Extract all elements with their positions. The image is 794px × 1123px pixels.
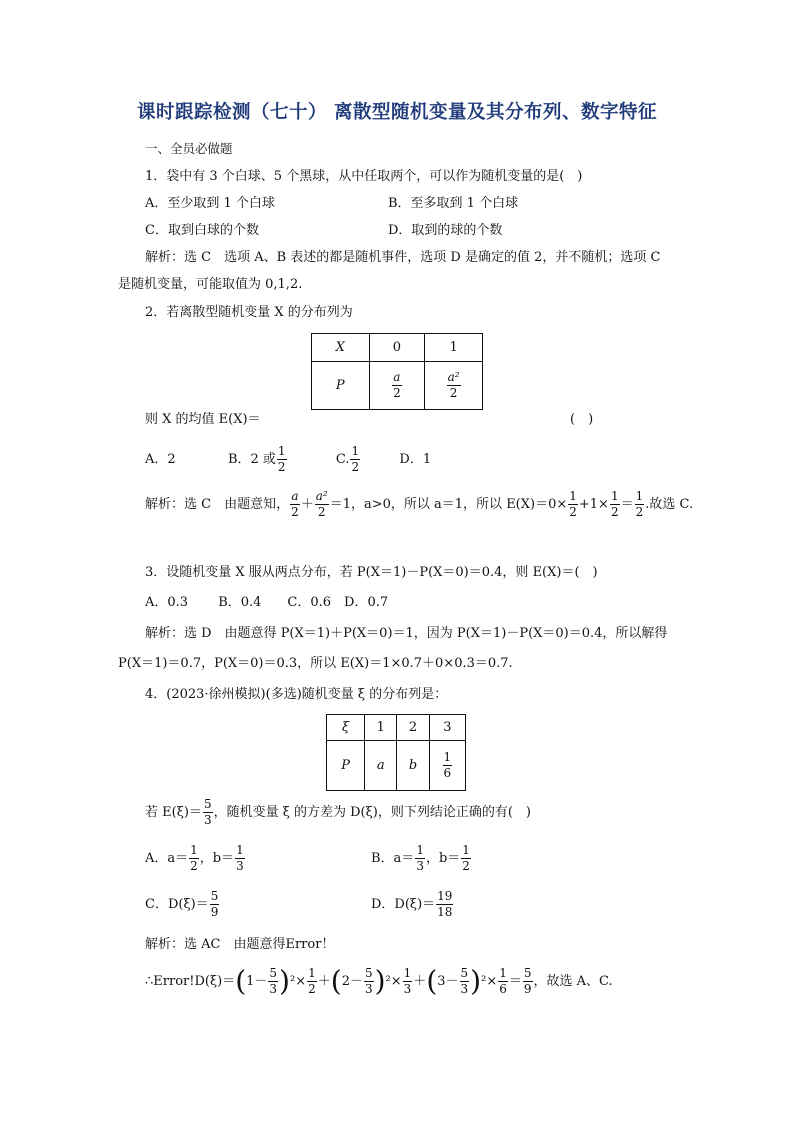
q4-condition: 若 E(ξ)＝ $\frac{5}{3}$ ，随机变量 ξ 的方差为 D(ξ)，则下列结论正确的有( ) xyxy=(145,797,532,827)
q2-options xyxy=(145,444,431,475)
q4-table-p3: $\frac{1}{6}$ xyxy=(429,741,465,791)
q4-table-pa: a xyxy=(365,741,397,791)
q2-table-head-x: X xyxy=(312,334,370,362)
q4-table-head-1: 1 xyxy=(365,715,397,741)
q1-option-d: D．取到的球的个数 xyxy=(388,223,503,238)
q4-table-head-3: 3 xyxy=(429,715,465,741)
q2-opt-a: A．2 xyxy=(145,452,176,467)
q2-answer-paren: ( ) xyxy=(570,412,594,427)
q1-option-a: A．至少取到 1 个白球 xyxy=(145,196,275,211)
q4-option-a: A．a＝ $\frac{1}{2}$ ，b＝ $\frac{1}{3}$ xyxy=(145,843,244,873)
q3-analysis-line1: 解析：选 D 由题意得 P(X＝1)＋P(X＝0)＝1，因为 P(X＝1)－P(X＝0)＝0.4，所以解得 xyxy=(145,626,668,641)
q1-option-c: C．取到白球的个数 xyxy=(145,223,259,238)
q4-option-d: D．D(ξ)＝ $\frac{19}{18}$ xyxy=(371,889,453,919)
q1-analysis-line2: 是随机变量，可能取值为 0,1,2. xyxy=(118,277,303,292)
section-heading: 一、全员必做题 xyxy=(145,141,233,156)
q3-options: A．0.3 B．0.4 C．0.6 D．0.7 xyxy=(145,595,389,610)
q2-opt-c-frac: $\frac{1}{2}$ xyxy=(351,444,360,474)
q2-opt-b: B．2 或 xyxy=(227,452,276,467)
q1-option-b: B．至多取到 1 个白球 xyxy=(388,196,519,211)
q2-stem: 2．若离散型随机变量 X 的分布列为 xyxy=(145,305,353,320)
q4-stem: 4．(2023·徐州模拟)(多选)随机变量 ξ 的分布列是： xyxy=(145,687,448,702)
q3-stem: 3．设随机变量 X 服从两点分布，若 P(X＝1)－P(X＝0)＝0.4，则 E(X)＝( ) xyxy=(145,565,598,580)
q3-analysis-line2: P(X＝1)＝0.7，P(X＝0)＝0.3，所以 E(X)＝1×0.7＋0×0.3＝0.7. xyxy=(118,656,513,671)
q4-table-head-xi: ξ xyxy=(327,715,365,741)
q1-analysis-line1: 解析：选 C 选项 A、B 表述的都是随机事件，选项 D 是确定的值 2，并不随机；选项 C xyxy=(145,250,661,265)
q2-opt-c: C. xyxy=(335,452,350,467)
q2-opt-d: D．1 xyxy=(399,452,432,467)
q2-mean-label: 则 X 的均值 E(X)＝ xyxy=(145,412,261,427)
q2-table-head-0: 0 xyxy=(369,334,425,362)
q2-analysis: 解析：选 C 由题意知， $\frac{a}{2}$ ＋ $\frac{\text{a²}}{2}$ ＝1，a>0，所以 a＝1，所以 E(X)＝0× $\frac{1}{2}$ +1× $\frac{1}{2}$ ＝ $\frac{1}{2}$ .故选 C. xyxy=(145,489,694,519)
q2-table-p1: $\frac{\text{a²}}{2}$ xyxy=(425,362,483,410)
page-title: 课时跟踪检测（七十） 离散型随机变量及其分布列、数字特征 xyxy=(137,102,657,123)
q4-analysis-formula: ∴Error!D(ξ)＝(1－ $\frac{5}{3}$ )²× $\frac{1}{2}$ ＋(2－ $\frac{5}{3}$ )²× $\frac{1}{3}$ ＋(3－ $\frac{5}{3}$ )²× $\frac{1}{6}$ ＝ $\frac{5}{9}$ ，故选 A、C. xyxy=(145,964,613,998)
q2-table-p0: $\frac{a}{2}$ xyxy=(369,362,425,410)
q4-option-b: B．a＝ $\frac{1}{3}$ ，b＝ $\frac{1}{2}$ xyxy=(371,843,470,873)
q4-table-head-2: 2 xyxy=(397,715,429,741)
q4-distribution-table xyxy=(326,714,466,791)
q2-table-head-1: 1 xyxy=(425,334,483,362)
q2-opt-b-frac: $\frac{1}{2}$ xyxy=(277,444,286,474)
q4-table-pb: b xyxy=(397,741,429,791)
q4-option-c: C．D(ξ)＝ $\frac{5}{9}$ xyxy=(145,889,219,919)
q2-table-p-label: P xyxy=(312,362,370,410)
q4-analysis-line1: 解析：选 AC 由题意得Error！ xyxy=(145,937,335,952)
q1-stem: 1．袋中有 3 个白球、5 个黑球，从中任取两个，可以作为随机变量的是( ) xyxy=(145,169,583,184)
q2-distribution-table xyxy=(311,333,483,410)
q4-table-p-label: P xyxy=(327,741,365,791)
